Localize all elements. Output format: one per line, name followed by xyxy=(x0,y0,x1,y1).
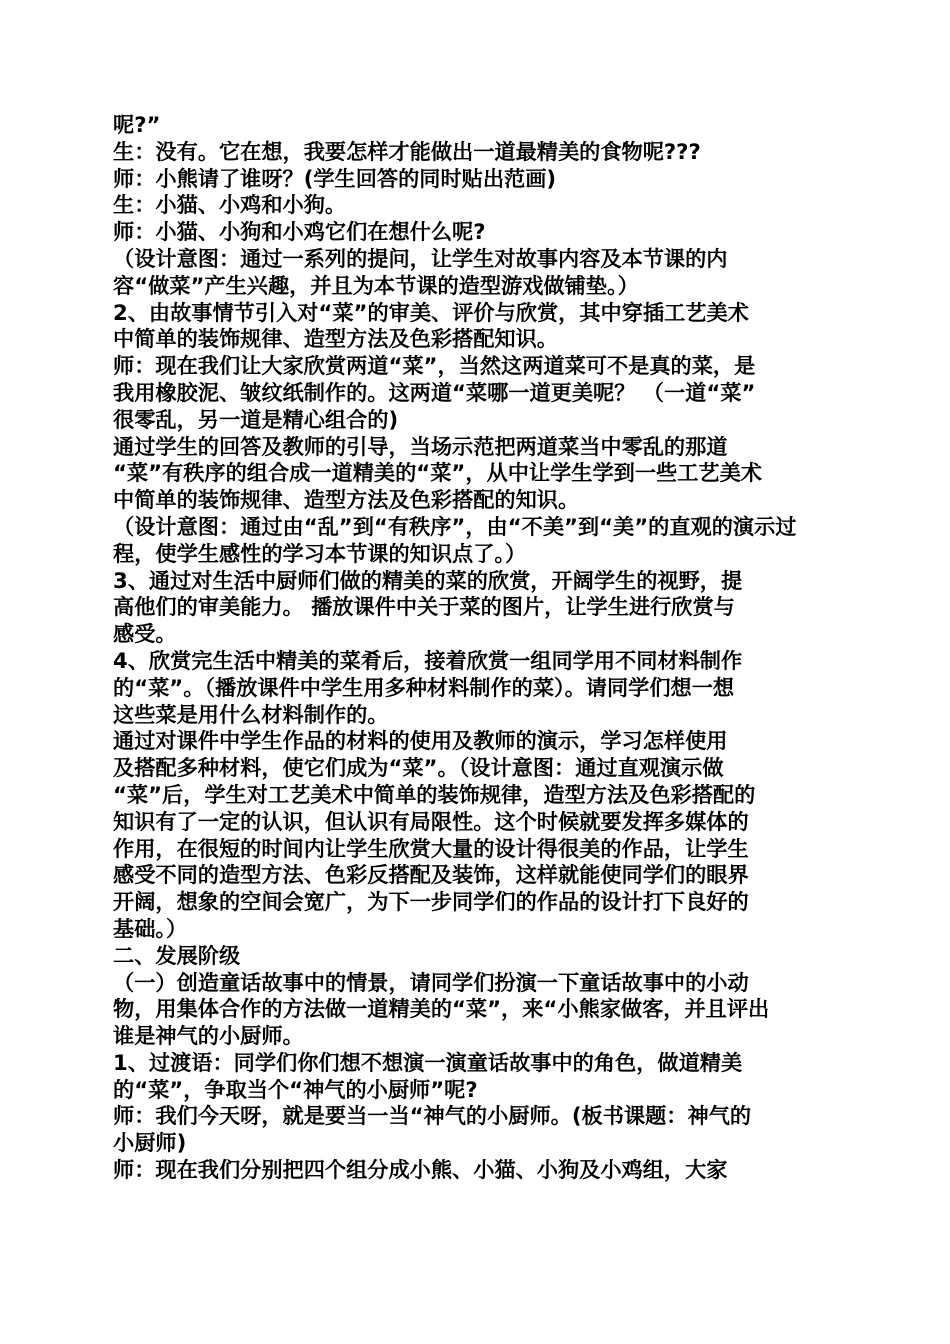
text-line: （设计意图：通过由“乱”到“有秩序”，由“不美”到“美”的直观的演示过 xyxy=(113,513,797,539)
text-line: 师：小熊请了谁呀？(学生回答的同时贴出范画) xyxy=(113,165,557,191)
text-line: 物，用集体合作的方法做一道精美的“菜”，来“小熊家做客，并且评出 xyxy=(113,996,770,1022)
text-line: 中简单的装饰规律、造型方法及色彩搭配的知识。 xyxy=(113,487,580,513)
text-line: 感受。 xyxy=(113,621,177,647)
document-body xyxy=(113,112,835,1184)
text-line: 作用，在很短的时间内让学生欣赏大量的设计得很美的作品，让学生 xyxy=(113,835,749,861)
text-line: 3、通过对生活中厨师们做的精美的菜的欣赏，开阔学生的视野，提 xyxy=(113,567,743,593)
text-line: 2、由故事情节引入对“菜”的审美、评价与欣赏，其中穿插工艺美术 xyxy=(113,299,749,325)
section-heading: 二、发展阶级 xyxy=(113,942,241,968)
text-line: 这些菜是用什么材料制作的。 xyxy=(113,701,389,727)
text-line: “菜”有秩序的组合成一道精美的“菜”，从中让学生学到一些工艺美术 xyxy=(113,460,762,486)
text-line: 1、过渡语：同学们你们想不想演一演童话故事中的角色，做道精美 xyxy=(113,1049,743,1075)
text-line: 生：小猫、小鸡和小狗。 xyxy=(113,192,347,218)
text-line: 小厨师) xyxy=(113,1130,187,1156)
text-line: 的“菜”，争取当个“神气的小厨师”呢? xyxy=(113,1076,478,1102)
text-line: 生：没有。它在想，我要怎样才能做出一道最精美的食物呢??? xyxy=(113,138,701,164)
text-line: 师：我们今天呀，就是要当一当“神气的小厨师。(板书课题：神气的 xyxy=(113,1103,752,1129)
text-line: 师：小猫、小狗和小鸡它们在想什么呢? xyxy=(113,219,486,245)
text-line: 高他们的审美能力。 播放课件中关于菜的图片，让学生进行欣赏与 xyxy=(113,594,735,620)
text-line: 师：现在我们让大家欣赏两道“菜”，当然这两道菜可不是真的菜，是 xyxy=(113,353,756,379)
text-line: 我用橡胶泥、皱纹纸制作的。这两道“菜哪一道更美呢？ （一道“菜” xyxy=(113,379,756,405)
text-line: 师：现在我们分别把四个组分成小熊、小猫、小狗及小鸡组，大家 xyxy=(113,1157,728,1183)
text-line: （一）创造童话故事中的情景，请同学们扮演一下童话故事中的小动 xyxy=(113,969,749,995)
text-line: 基础。） xyxy=(113,915,188,941)
text-line: “菜”后，学生对工艺美术中简单的装饰规律，造型方法及色彩搭配的 xyxy=(113,781,756,807)
text-line: 4、欣赏完生活中精美的菜肴后，接着欣赏一组同学用不同材料制作 xyxy=(113,647,743,673)
text-line: 的“菜”。（播放课件中学生用多种材料制作的菜）。请同学们想一想 xyxy=(113,674,735,700)
text-line: 感受不同的造型方法、色彩反搭配及装饰，这样就能使同学们的眼界 xyxy=(113,862,749,888)
text-line: 知识有了一定的认识，但认识有局限性。这个时候就要发挥多媒体的 xyxy=(113,808,749,834)
text-line: （设计意图：通过一系列的提问，让学生对故事内容及本节课的内 xyxy=(113,245,728,271)
text-line: 通过对课件中学生作品的材料的使用及教师的演示，学习怎样使用 xyxy=(113,728,728,754)
text-line: 及搭配多种材料，使它们成为“菜”。（设计意图：通过直观演示做 xyxy=(113,755,724,781)
text-line: 程，使学生感性的学习本节课的知识点了。） xyxy=(113,540,527,566)
text-line: 通过学生的回答及教师的引导，当场示范把两道菜当中零乱的那道 xyxy=(113,433,728,459)
text-line: 容“做菜”产生兴趣，并且为本节课的造型游戏做铺垫。） xyxy=(113,272,639,298)
text-line: 开阔，想象的空间会宽广，为下一步同学们的作品的设计打下良好的 xyxy=(113,889,749,915)
text-line: 中简单的装饰规律、造型方法及色彩搭配知识。 xyxy=(113,326,558,352)
text-line: 呢?” xyxy=(113,112,161,137)
text-line: 很零乱，另一道是精心组合的) xyxy=(113,406,399,432)
text-line: 谁是神气的小厨师。 xyxy=(113,1023,304,1049)
